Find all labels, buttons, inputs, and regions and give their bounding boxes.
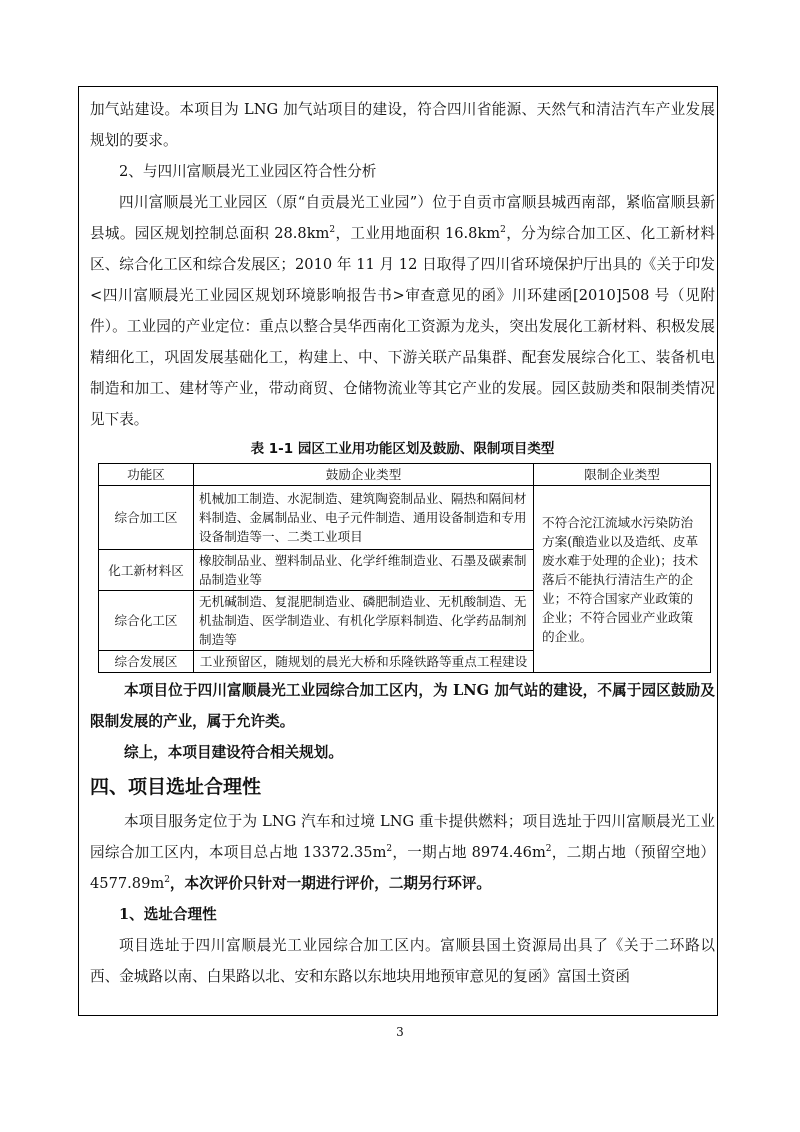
- restrict-cell: 不符合沱江流域水污染防治方案(酿造业以及造纸、皮革废水难于处理的企业)；技术落后不能执行清洁生产的企业；不符合国家产业政策的企业；不符合园业产业政策的企业。: [534, 486, 711, 673]
- site-approval-paragraph: 项目选址于四川富顺晨光工业园综合加工区内。富顺县国土资源局出具了《关于二环路以西、金城路以南、白果路以北、安和东路以东地块用地预审意见的复函》富国土资函: [90, 937, 715, 985]
- header-encourage: 鼓励企业类型: [194, 464, 534, 486]
- site-text-a: 本项目服务定位于为 LNG 汽车和过境 LNG 重卡提供燃料；项目选址于四川富顺晨光工业园综合加工区内，本项目总占地 13372.35m: [90, 813, 715, 861]
- park-description-paragraph: [90, 187, 715, 435]
- encourage-cell: 无机碱制造、复混肥制造业、磷肥制造业、无机酸制造、无机盐制造、医学制造业、有机化学原料制造、化学药品制剂制造等: [194, 591, 534, 651]
- document-body: [90, 94, 715, 992]
- table-header-row: [99, 464, 711, 486]
- superscript: 2: [500, 225, 506, 236]
- page-number: 3: [396, 1025, 404, 1039]
- header-zone: 功能区: [99, 464, 194, 486]
- conclusion-paragraph-2: 综上，本项目建设符合相关规划。: [124, 744, 343, 761]
- encourage-cell: 工业预留区，随规划的晨光大桥和乐隆铁路等重点工程建设: [194, 651, 534, 673]
- site-text-b: ，一期占地 8974.46m: [392, 844, 546, 861]
- site-paragraph: [90, 806, 715, 899]
- superscript: 2: [545, 844, 552, 855]
- superscript: 2: [329, 225, 336, 236]
- zone-cell: 化工新材料区: [99, 550, 194, 591]
- encourage-cell: 机械加工制造、水泥制造、建筑陶瓷制品业、隔热和隔间材料制造、金属制品业、电子元件制造、通用设备制造和专用设备制造等一、二类工业项目: [194, 486, 534, 550]
- superscript: 2: [386, 844, 393, 855]
- zone-cell: 综合化工区: [99, 591, 194, 651]
- subheading-park-compliance: 2、与四川富顺晨光工业园区符合性分析: [119, 163, 377, 180]
- header-restrict: 限制企业类型: [534, 464, 711, 486]
- zone-cell: 综合加工区: [99, 486, 194, 550]
- table-caption: 表 1-1 园区工业用功能区划及鼓励、限制项目类型: [250, 441, 555, 457]
- zoning-table: [98, 463, 711, 673]
- park-text-c: ，分为综合加工区、化工新材料区、综合化工区和综合发展区；2010 年 11 月 12 日取得了四川省环境保护厅出具的《关于印发<四川富顺晨光工业园区规划环境影响报告书>审查意见的函》川环建函[2010]508 号（见附件）。工业园的产业定位：重点以整合昊华西南化工资源为龙头，突出发展化工新材料、积极发展精细化工，巩固发展基础化工，构建上、中、下游关联产品集群、配套发展综合化工、装备机电制造和加工、建材等产业，带动商贸、仓储物流业等其它产业的发展。园区鼓励类和限制类情况见下表。: [90, 225, 715, 428]
- conclusion-paragraph-1: 本项目位于四川富顺晨光工业园综合加工区内，为 LNG 加气站的建设，不属于园区鼓励及限制发展的产业，属于允许类。: [90, 682, 715, 730]
- table-row: [99, 486, 711, 550]
- section-heading-site: 四、项目选址合理性: [90, 776, 262, 798]
- encourage-cell: 橡胶制品业、塑料制品业、化学纤维制造业、石墨及碳素制品制造业等: [194, 550, 534, 591]
- park-text-b: ，工业用地面积 16.8km: [335, 225, 501, 242]
- superscript: 2: [164, 875, 170, 886]
- site-text-d: ，本次评价只针对一期进行评价，二期另行环评。: [169, 875, 491, 892]
- zone-cell: 综合发展区: [99, 651, 194, 673]
- site-text-c: ，二期占地（预留空地）4577.89m: [90, 844, 715, 892]
- park-text-a: 四川富顺晨光工业园区（原“自贡晨光工业园”）位于自贡市富顺县城西南部，紧临富顺县新县城。园区规划控制总面积 28.8km: [90, 194, 715, 242]
- subheading-site-rationality: 1、选址合理性: [119, 906, 217, 923]
- intro-paragraph: 加气站建设。本项目为 LNG 加气站项目的建设，符合四川省能源、天然气和清洁汽车产业发展规划的要求。: [90, 101, 715, 149]
